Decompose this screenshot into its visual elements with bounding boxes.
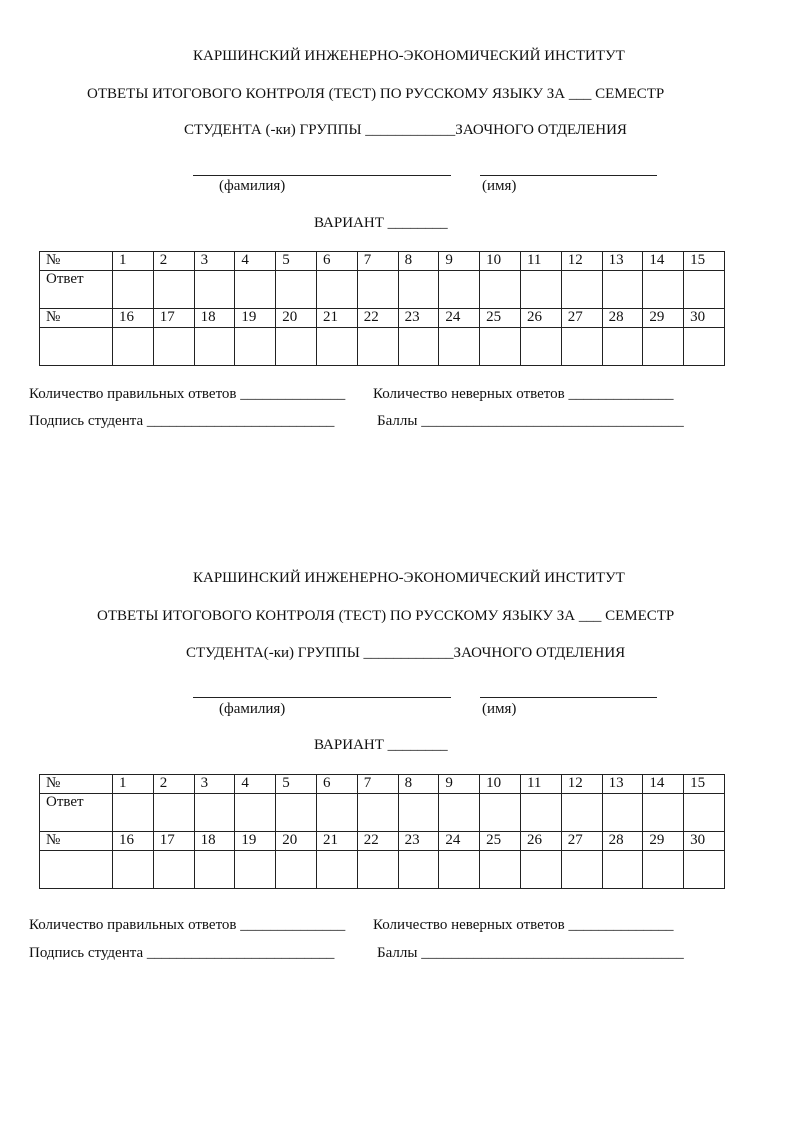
question-number: 18 <box>194 832 235 851</box>
question-number: 11 <box>520 252 561 271</box>
question-number: 8 <box>398 775 439 794</box>
question-number: 22 <box>357 309 398 328</box>
answer-cell[interactable] <box>194 328 235 366</box>
form-title: ОТВЕТЫ ИТОГОВОГО КОНТРОЛЯ (ТЕСТ) ПО РУССКОМУ ЯЗЫКУ ЗА ___ СЕМЕСТР <box>97 608 675 624</box>
question-number: 7 <box>357 252 398 271</box>
question-number: 10 <box>480 775 521 794</box>
answer-cell[interactable] <box>561 328 602 366</box>
correct-answers-field: Количество правильных ответов ______________ <box>29 386 346 402</box>
table-row <box>40 252 725 271</box>
answer-cell[interactable] <box>316 794 357 832</box>
question-number: 5 <box>276 775 317 794</box>
answer-cell[interactable] <box>194 271 235 309</box>
question-number: 26 <box>520 832 561 851</box>
question-number: 9 <box>439 252 480 271</box>
score-field: Баллы ___________________________________ <box>377 945 684 961</box>
question-number: 11 <box>520 775 561 794</box>
question-number: 14 <box>643 252 684 271</box>
answer-header: Ответ <box>40 271 113 309</box>
question-number: 12 <box>561 775 602 794</box>
table-row <box>40 775 725 794</box>
surname-line[interactable] <box>193 697 451 698</box>
answer-header: Ответ <box>40 794 113 832</box>
answer-cell[interactable] <box>480 794 521 832</box>
answer-cell[interactable] <box>684 851 725 889</box>
table-row <box>40 794 725 832</box>
question-number: 12 <box>561 252 602 271</box>
student-signature-field: Подпись студента _________________________ <box>29 413 335 429</box>
question-number: 23 <box>398 832 439 851</box>
question-number: 18 <box>194 309 235 328</box>
question-number: 27 <box>561 309 602 328</box>
answer-cell[interactable] <box>480 328 521 366</box>
answer-cell[interactable] <box>398 851 439 889</box>
institute-name: КАРШИНСКИЙ ИНЖЕНЕРНО-ЭКОНОМИЧЕСКИЙ ИНСТИТУТ <box>193 570 625 586</box>
answer-cell[interactable] <box>439 328 480 366</box>
score-field: Баллы ___________________________________ <box>377 413 684 429</box>
question-number: 5 <box>276 252 317 271</box>
number-header: № <box>40 309 113 328</box>
question-number: 15 <box>684 252 725 271</box>
question-number: 3 <box>194 252 235 271</box>
question-number: 20 <box>276 309 317 328</box>
answer-cell[interactable] <box>235 328 276 366</box>
variant-line: ВАРИАНТ ________ <box>314 737 448 753</box>
answer-cell[interactable] <box>561 271 602 309</box>
answer-cell[interactable] <box>316 271 357 309</box>
question-number: 2 <box>153 252 194 271</box>
answer-cell[interactable] <box>235 851 276 889</box>
incorrect-answers-field: Количество неверных ответов ______________ <box>373 386 674 402</box>
question-number: 2 <box>153 775 194 794</box>
answer-cell[interactable] <box>113 271 154 309</box>
answer-header-blank <box>40 851 113 889</box>
question-number: 3 <box>194 775 235 794</box>
table-row <box>40 309 725 328</box>
name-label: (имя) <box>482 701 517 717</box>
number-header: № <box>40 832 113 851</box>
answer-cell[interactable] <box>153 851 194 889</box>
question-number: 25 <box>480 309 521 328</box>
question-number: 19 <box>235 832 276 851</box>
name-line[interactable] <box>480 697 657 698</box>
answer-cell[interactable] <box>235 271 276 309</box>
answer-cell[interactable] <box>113 794 154 832</box>
question-number: 17 <box>153 832 194 851</box>
surname-label: (фамилия) <box>219 178 286 194</box>
correct-answers-field: Количество правильных ответов ______________ <box>29 917 346 933</box>
answer-table <box>39 774 725 889</box>
answer-cell[interactable] <box>194 794 235 832</box>
question-number: 1 <box>113 252 154 271</box>
question-number: 8 <box>398 252 439 271</box>
question-number: 22 <box>357 832 398 851</box>
question-number: 28 <box>602 832 643 851</box>
answer-cell[interactable] <box>194 851 235 889</box>
answer-cell[interactable] <box>398 328 439 366</box>
answer-cell[interactable] <box>520 851 561 889</box>
number-header: № <box>40 252 113 271</box>
answer-cell[interactable] <box>602 328 643 366</box>
question-number: 17 <box>153 309 194 328</box>
surname-line[interactable] <box>193 175 451 176</box>
question-number: 23 <box>398 309 439 328</box>
answer-cell[interactable] <box>520 794 561 832</box>
question-number: 24 <box>439 309 480 328</box>
student-group-line: СТУДЕНТА(-ки) ГРУППЫ ____________ЗАОЧНОГО ОТДЕЛЕНИЯ <box>186 645 626 661</box>
answer-cell[interactable] <box>643 794 684 832</box>
answer-cell[interactable] <box>398 271 439 309</box>
answer-cell[interactable] <box>602 851 643 889</box>
table-row <box>40 271 725 309</box>
answer-cell[interactable] <box>113 328 154 366</box>
answer-cell[interactable] <box>276 851 317 889</box>
question-number: 30 <box>684 309 725 328</box>
answer-cell[interactable] <box>602 271 643 309</box>
question-number: 21 <box>316 832 357 851</box>
answer-cell[interactable] <box>316 328 357 366</box>
question-number: 28 <box>602 309 643 328</box>
answer-cell[interactable] <box>480 851 521 889</box>
answer-cell[interactable] <box>602 794 643 832</box>
answer-cell[interactable] <box>561 794 602 832</box>
table-row <box>40 832 725 851</box>
answer-cell[interactable] <box>276 794 317 832</box>
student-signature-field: Подпись студента _________________________ <box>29 945 335 961</box>
answer-cell[interactable] <box>643 271 684 309</box>
answer-cell[interactable] <box>561 851 602 889</box>
question-number: 29 <box>643 832 684 851</box>
answer-cell[interactable] <box>643 851 684 889</box>
answer-cell[interactable] <box>643 328 684 366</box>
question-number: 29 <box>643 309 684 328</box>
question-number: 6 <box>316 252 357 271</box>
answer-cell[interactable] <box>357 328 398 366</box>
question-number: 15 <box>684 775 725 794</box>
question-number: 24 <box>439 832 480 851</box>
answer-cell[interactable] <box>520 271 561 309</box>
table-row <box>40 328 725 366</box>
question-number: 13 <box>602 775 643 794</box>
answer-cell[interactable] <box>439 271 480 309</box>
question-number: 9 <box>439 775 480 794</box>
surname-label: (фамилия) <box>219 701 286 717</box>
question-number: 16 <box>113 309 154 328</box>
question-number: 14 <box>643 775 684 794</box>
question-number: 19 <box>235 309 276 328</box>
incorrect-answers-field: Количество неверных ответов ______________ <box>373 917 674 933</box>
question-number: 16 <box>113 832 154 851</box>
question-number: 1 <box>113 775 154 794</box>
answer-cell[interactable] <box>684 794 725 832</box>
student-group-line: СТУДЕНТА (-ки) ГРУППЫ ____________ЗАОЧНОГО ОТДЕЛЕНИЯ <box>184 122 627 138</box>
answer-cell[interactable] <box>398 794 439 832</box>
question-number: 25 <box>480 832 521 851</box>
question-number: 7 <box>357 775 398 794</box>
answer-cell[interactable] <box>439 851 480 889</box>
question-number: 21 <box>316 309 357 328</box>
answer-cell[interactable] <box>684 328 725 366</box>
question-number: 30 <box>684 832 725 851</box>
question-number: 10 <box>480 252 521 271</box>
question-number: 6 <box>316 775 357 794</box>
answer-cell[interactable] <box>357 271 398 309</box>
name-line[interactable] <box>480 175 657 176</box>
answer-cell[interactable] <box>153 271 194 309</box>
number-header: № <box>40 775 113 794</box>
institute-name: КАРШИНСКИЙ ИНЖЕНЕРНО-ЭКОНОМИЧЕСКИЙ ИНСТИТУТ <box>193 48 625 64</box>
answer-cell[interactable] <box>153 328 194 366</box>
answer-cell[interactable] <box>276 328 317 366</box>
question-number: 13 <box>602 252 643 271</box>
answer-cell[interactable] <box>153 794 194 832</box>
answer-cell[interactable] <box>316 851 357 889</box>
variant-line: ВАРИАНТ ________ <box>314 215 448 231</box>
question-number: 20 <box>276 832 317 851</box>
answer-cell[interactable] <box>357 851 398 889</box>
answer-header-blank <box>40 328 113 366</box>
name-label: (имя) <box>482 178 517 194</box>
answer-table <box>39 251 725 366</box>
question-number: 27 <box>561 832 602 851</box>
answer-cell[interactable] <box>684 271 725 309</box>
question-number: 4 <box>235 252 276 271</box>
form-title: ОТВЕТЫ ИТОГОВОГО КОНТРОЛЯ (ТЕСТ) ПО РУССКОМУ ЯЗЫКУ ЗА ___ СЕМЕСТР <box>87 86 665 102</box>
answer-cell[interactable] <box>357 794 398 832</box>
question-number: 26 <box>520 309 561 328</box>
table-row <box>40 851 725 889</box>
answer-cell[interactable] <box>276 271 317 309</box>
answer-cell[interactable] <box>439 794 480 832</box>
question-number: 4 <box>235 775 276 794</box>
answer-cell[interactable] <box>480 271 521 309</box>
answer-cell[interactable] <box>113 851 154 889</box>
answer-cell[interactable] <box>235 794 276 832</box>
answer-cell[interactable] <box>520 328 561 366</box>
